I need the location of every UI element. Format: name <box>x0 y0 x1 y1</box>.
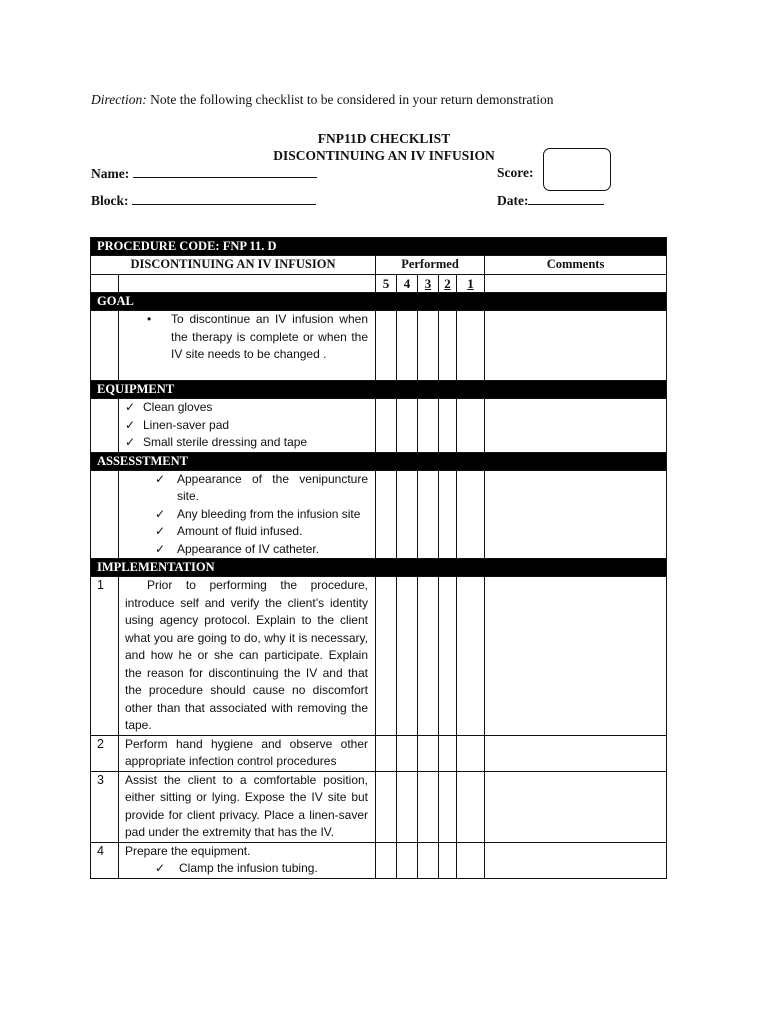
step-number: 3 <box>91 771 119 842</box>
checkmark-icon: ✓ <box>155 471 166 486</box>
step-text: Prior to performing the procedure, introduce self and verify the client’s identity using agency protocol. Explain to the client what you are going to do, why it is necessary, and how he or she can participate. Explain the reason for discontinuing the IV and that the procedure should cause no discomfort other than that associated with removing the tape. <box>119 577 376 736</box>
check-cell[interactable] <box>418 842 439 878</box>
list-item: ✓ Clamp the infusion tubing. <box>125 860 368 878</box>
assessment-label: ASSESSTMENT <box>91 452 667 470</box>
procedure-name-header: DISCONTINUING AN IV INFUSION <box>91 256 376 275</box>
table-row <box>91 577 667 736</box>
check-cell[interactable] <box>457 470 485 559</box>
implementation-band <box>91 559 667 577</box>
checkmark-icon: ✓ <box>125 417 136 432</box>
step-text: Perform hand hygiene and observe other appropriate infection control procedures <box>119 735 376 771</box>
list-item: ✓ Appearance of IV catheter. <box>119 541 375 559</box>
list-item: ✓ Any bleeding from the infusion site <box>119 506 375 524</box>
check-cell[interactable] <box>376 735 397 771</box>
name-blank[interactable] <box>133 165 317 178</box>
check-cell[interactable] <box>397 771 418 842</box>
date-blank[interactable] <box>528 192 604 205</box>
bullet-icon: • <box>147 312 152 326</box>
equipment-row <box>91 399 667 453</box>
check-cell[interactable] <box>439 771 457 842</box>
list-item: ✓ Clean gloves <box>119 399 375 417</box>
check-cell[interactable] <box>397 470 418 559</box>
date-field[interactable] <box>497 192 604 209</box>
check-cell[interactable] <box>457 577 485 736</box>
checkmark-icon: ✓ <box>125 400 136 414</box>
check-cell[interactable] <box>418 771 439 842</box>
performed-header: Performed <box>376 256 485 275</box>
comment-cell[interactable] <box>485 470 667 559</box>
goal-label: GOAL <box>91 293 667 311</box>
check-cell[interactable] <box>376 399 397 453</box>
date-label: Date: <box>497 193 529 208</box>
check-cell[interactable] <box>457 842 485 878</box>
check-cell[interactable] <box>439 470 457 559</box>
check-cell[interactable] <box>397 311 418 381</box>
score-scale-row <box>91 274 667 293</box>
direction-line <box>91 92 554 108</box>
checklist-subtitle: DISCONTINUING AN IV INFUSION <box>273 148 495 163</box>
step-number: 2 <box>91 735 119 771</box>
comment-cell[interactable] <box>485 842 667 878</box>
comment-cell[interactable] <box>485 399 667 453</box>
checkmark-icon: ✓ <box>155 524 166 538</box>
check-cell[interactable] <box>376 577 397 736</box>
block-label: Block: <box>91 193 129 208</box>
check-cell[interactable] <box>439 311 457 381</box>
name-label: Name: <box>91 166 130 181</box>
check-cell[interactable] <box>439 735 457 771</box>
comment-cell[interactable] <box>485 771 667 842</box>
comment-cell[interactable] <box>485 577 667 736</box>
checklist-table <box>90 237 667 879</box>
step-number: 4 <box>91 842 119 878</box>
procedure-code: PROCEDURE CODE: FNP 11. D <box>91 238 667 256</box>
check-cell[interactable] <box>376 470 397 559</box>
check-cell[interactable] <box>457 399 485 453</box>
list-item: ✓ Amount of fluid infused. <box>119 523 375 541</box>
check-cell[interactable] <box>418 735 439 771</box>
checklist-title: FNP11D CHECKLIST <box>317 131 451 146</box>
checkmark-icon: ✓ <box>125 435 136 449</box>
checkmark-icon: ✓ <box>155 861 166 875</box>
check-cell[interactable] <box>439 577 457 736</box>
goal-text-cell <box>119 311 376 381</box>
step-number: 1 <box>91 577 119 736</box>
assessment-row <box>91 470 667 559</box>
comment-cell[interactable] <box>485 735 667 771</box>
block-blank[interactable] <box>132 192 316 205</box>
check-cell[interactable] <box>376 771 397 842</box>
equipment-band <box>91 381 667 399</box>
equipment-label: EQUIPMENT <box>91 381 667 399</box>
step-text: Assist the client to a comfortable position, either sitting or lying. Expose the IV site but provide for client privacy. Place a linen-saver pad under the extremity that has the IV. <box>119 771 376 842</box>
column-header-row <box>91 256 667 275</box>
goal-text: To discontinue an IV infusion when the therapy is complete or when the IV site needs to be changed . <box>171 312 368 361</box>
assessment-list <box>119 470 376 559</box>
step-text-cell <box>119 842 376 878</box>
comment-cell[interactable] <box>485 311 667 381</box>
check-cell[interactable] <box>397 399 418 453</box>
check-cell[interactable] <box>418 311 439 381</box>
list-item: ✓ Appearance of the venipuncture site. <box>155 471 368 503</box>
step-text: Prepare the equipment. <box>125 843 251 858</box>
block-field[interactable] <box>91 192 316 209</box>
table-row <box>91 771 667 842</box>
check-cell[interactable] <box>418 399 439 453</box>
check-cell[interactable] <box>439 399 457 453</box>
comments-header: Comments <box>485 256 667 275</box>
check-cell[interactable] <box>457 735 485 771</box>
check-cell[interactable] <box>439 842 457 878</box>
checkmark-icon: ✓ <box>155 541 166 556</box>
score-box[interactable] <box>543 148 611 191</box>
implementation-label: IMPLEMENTATION <box>91 559 667 577</box>
check-cell[interactable] <box>457 771 485 842</box>
procedure-code-row <box>91 238 667 256</box>
check-cell[interactable] <box>418 470 439 559</box>
score-4: 4 <box>397 274 418 293</box>
check-cell[interactable] <box>397 577 418 736</box>
list-item: ✓ Small sterile dressing and tape <box>119 434 375 452</box>
goal-band <box>91 293 667 311</box>
table-row <box>91 842 667 878</box>
goal-row <box>91 311 667 381</box>
direction-label: Direction: <box>91 92 147 107</box>
check-cell[interactable] <box>457 311 485 381</box>
direction-text: Note the following checklist to be considered in your return demonstration <box>146 92 554 107</box>
equipment-list <box>119 399 376 453</box>
score-2: 2 <box>439 274 457 293</box>
score-5: 5 <box>376 274 397 293</box>
check-cell[interactable] <box>376 842 397 878</box>
list-item: ✓ Linen-saver pad <box>119 417 375 435</box>
checkmark-icon: ✓ <box>155 506 166 521</box>
check-cell[interactable] <box>397 735 418 771</box>
table-row <box>91 735 667 771</box>
check-cell[interactable] <box>376 311 397 381</box>
name-field[interactable] <box>91 165 317 182</box>
score-label: Score: <box>497 165 534 180</box>
score-3: 3 <box>418 274 439 293</box>
assessment-band <box>91 452 667 470</box>
score-1: 1 <box>457 274 485 293</box>
check-cell[interactable] <box>418 577 439 736</box>
check-cell[interactable] <box>397 842 418 878</box>
